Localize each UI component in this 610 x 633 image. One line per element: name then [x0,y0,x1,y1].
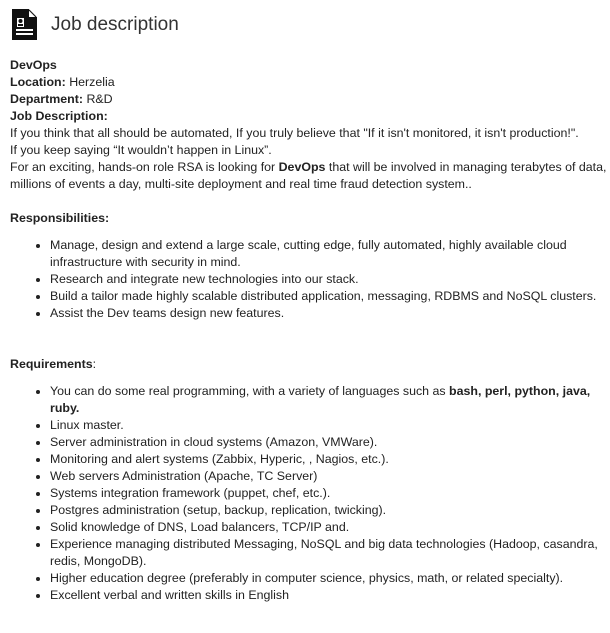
list-item: • Research and integrate new technologies into our stack. [50,271,610,288]
list-item: • Solid knowledge of DNS, Load balancers, TCP/IP and. [50,519,610,536]
description-label: Job Description: [10,109,108,123]
list-item: • Web servers Administration (Apache, TC Server) [50,468,610,485]
job-location: Location: Herzelia [10,75,115,89]
job-description-body [10,57,610,604]
list-item: • Postgres administration (setup, backup, replication, twicking). [50,502,610,519]
list-item: • Assist the Dev teams design new features. [50,305,610,322]
list-item: • Monitoring and alert systems (Zabbix, Hyperic, , Nagios, etc.). [50,451,610,468]
list-item: • Linux master. [50,417,610,434]
requirements-heading: Requirements: [10,357,97,371]
list-item: • Manage, design and extend a large scale, cutting edge, fully automated, highly available cloud infrastructure with security in mind. [50,237,610,271]
job-title: DevOps [10,58,57,72]
responsibilities-heading: Responsibilities: [10,211,110,225]
job-department: Department: R&D [10,92,113,106]
list-item: • Experience managing distributed Messaging, NoSQL and big data technologies (Hadoop, casandra, redis, MongoDB). [50,536,610,570]
page-title: Job description [51,13,179,35]
list-item: • Build a tailor made highly scalable distributed application, messaging, RDBMS and NoSQL clusters. [50,288,610,305]
list-item: • Server administration in cloud systems (Amazon, VMWare). [50,434,610,451]
responsibilities-list [10,237,610,322]
requirements-list [10,383,610,604]
intro-line: For an exciting, hands-on role RSA is looking for DevOps that will be involved in managing terabytes of data, millions of events a day, multi-site deployment and real time fraud detection system.. [10,160,607,191]
page-header [12,9,179,40]
job-document-icon [12,9,37,40]
list-item: • Higher education degree (preferably in computer science, physics, math, or related specialty). [50,570,610,587]
intro-line: If you think that all should be automated, If you truly believe that "If it isn't monitored, it isn't production!". [10,126,579,140]
intro-line: If you keep saying “It wouldn’t happen in Linux”. [10,143,272,157]
list-item: • Systems integration framework (puppet, chef, etc.). [50,485,610,502]
list-item: • You can do some real programming, with a variety of languages such as bash, perl, python, java, ruby. [50,383,610,417]
list-item: • Excellent verbal and written skills in English [50,587,610,604]
